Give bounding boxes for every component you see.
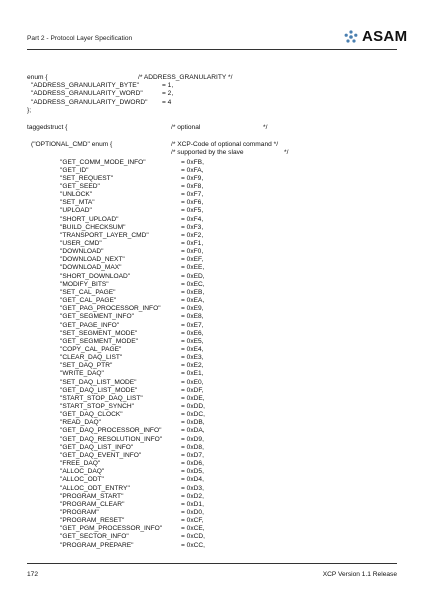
command-code: = 0xD7,	[181, 451, 204, 459]
command-code: = 0xFB,	[181, 158, 204, 166]
command-code: = 0xF1,	[181, 240, 204, 247]
command-name: "READ_DAQ"	[60, 419, 101, 427]
command-name: "PROGRAM_RESET"	[60, 517, 125, 525]
command-name: "USER_CMD"	[60, 240, 102, 247]
command-name: "SET_DAQ_LIST_MODE"	[60, 378, 137, 386]
command-name: "GET_DAQ_CLOCK"	[60, 411, 123, 419]
document-version: XCP Version 1.1 Release	[322, 571, 397, 578]
command-name: "SET_DAQ_PTR"	[60, 362, 113, 370]
footer-divider	[27, 563, 397, 564]
command-code: = 0xE9,	[181, 305, 204, 313]
logo-text: ASAM	[362, 28, 408, 45]
command-code: = 0xD4,	[181, 476, 204, 484]
command-name: "GET_PGM_PROCESSOR_INFO"	[60, 525, 163, 533]
command-code: = 0xE5,	[181, 337, 204, 345]
command-name: "GET_DAQ_PROCESSOR_INFO"	[60, 427, 162, 435]
command-code: = 0xEF,	[181, 256, 204, 264]
command-code: = 0xEE,	[181, 264, 205, 272]
optional-cmd-comment-1: /* XCP-Code of optional command */	[171, 141, 279, 148]
command-code: = 0xDF,	[181, 386, 204, 394]
command-code: = 0xCD,	[181, 533, 206, 541]
command-code: = 0xF3,	[181, 223, 204, 231]
command-code: = 0xD6,	[181, 460, 204, 468]
command-code: = 0xD2,	[181, 492, 204, 500]
optional-cmd-comment-2: /* supported by the slave	[171, 149, 244, 156]
command-code: = 0xD9,	[181, 435, 204, 443]
command-code: = 0xEA,	[181, 297, 205, 305]
command-code: = 0xDC,	[181, 411, 206, 419]
command-code: = 0xDB,	[181, 419, 205, 427]
taggedstruct-comment-end: */	[263, 124, 268, 131]
command-code: = 0xD0,	[181, 508, 204, 516]
command-name: "GET_SECTOR_INFO"	[60, 533, 129, 541]
command-code: = 0xF5,	[181, 207, 204, 215]
command-name: "SET_MTA"	[60, 199, 95, 207]
command-name: "DOWNLOAD"	[60, 248, 104, 256]
enum-item-name: "ADDRESS_GRANULARITY_BYTE"	[31, 82, 140, 89]
optional-cmd-open: ("OPTIONAL_CMD" enum {	[31, 141, 113, 148]
command-name: "UPLOAD"	[60, 207, 92, 215]
command-name: "SET_CAL_PAGE"	[60, 288, 116, 296]
command-code: = 0xE8,	[181, 313, 204, 321]
command-name: "WRITE_DAQ"	[60, 370, 104, 378]
command-name: "UNLOCK"	[60, 191, 93, 199]
optional-cmd-comment-2-end: */	[284, 149, 289, 156]
command-name: "COPY_CAL_PAGE"	[60, 346, 122, 353]
command-code: = 0xE2,	[181, 362, 204, 370]
command-code: = 0xCF,	[181, 517, 204, 525]
command-code: = 0xF7,	[181, 191, 204, 199]
command-name: "SET_REQUEST"	[60, 174, 114, 182]
command-name: "DOWNLOAD_MAX"	[60, 264, 122, 272]
command-code: = 0xED,	[181, 272, 205, 280]
command-name: "PROGRAM_PREPARE"	[60, 541, 134, 549]
command-name: "TRANSPORT_LAYER_CMD"	[60, 231, 149, 239]
enum-item-name: "ADDRESS_GRANULARITY_DWORD"	[31, 99, 148, 106]
command-name: "PROGRAM"	[60, 508, 99, 516]
command-name: "GET_ID"	[60, 166, 89, 174]
enum-close: };	[27, 107, 32, 114]
command-code: = 0xE6,	[181, 329, 204, 337]
command-name: "GET_PAGE_INFO"	[60, 321, 120, 329]
command-code: = 0xF9,	[181, 174, 204, 182]
command-name: "ALLOC_ODT_ENTRY"	[60, 484, 130, 492]
command-code: = 0xF0,	[181, 248, 204, 256]
command-code: = 0xEB,	[181, 288, 205, 296]
command-code: = 0xDE,	[181, 394, 205, 402]
command-code: = 0xEC,	[181, 280, 205, 288]
command-code: = 0xF8,	[181, 182, 204, 190]
command-code: = 0xF6,	[181, 199, 204, 207]
command-name: "GET_SEED"	[60, 182, 100, 190]
command-name: "SHORT_UPLOAD"	[60, 215, 119, 223]
command-name: "START_STOP_SYNCH"	[60, 403, 134, 410]
command-code: = 0xF4,	[181, 215, 204, 223]
command-code: = 0xD1,	[181, 500, 204, 508]
command-code: = 0xF2,	[181, 231, 204, 239]
command-name: "START_STOP_DAQ_LIST"	[60, 394, 143, 402]
enum-item-name: "ADDRESS_GRANULARITY_WORD"	[31, 90, 143, 97]
enum-item-value: = 2,	[162, 90, 174, 97]
enum-open-comment: /* ADDRESS_GRANULARITY */	[138, 74, 233, 81]
command-name: "GET_CAL_PAGE"	[60, 297, 117, 305]
command-name: "PROGRAM_CLEAR"	[60, 500, 125, 508]
command-code: = 0xD5,	[181, 468, 204, 476]
taggedstruct-comment: /* optional	[171, 124, 201, 131]
command-code: = 0xD3,	[181, 484, 204, 492]
page-header-title: Part 2 - Protocol Layer Specification	[27, 35, 133, 42]
command-name: "GET_DAQ_LIST_MODE"	[60, 386, 138, 394]
command-name: "SHORT_DOWNLOAD"	[60, 272, 131, 280]
command-code: = 0xCC,	[181, 541, 206, 549]
command-name: "MODIFY_BITS"	[60, 280, 109, 288]
page-number: 172	[27, 571, 39, 578]
command-name: "BUILD_CHECKSUM"	[60, 223, 126, 231]
command-name: "GET_DAQ_LIST_INFO"	[60, 443, 134, 451]
command-name: "DOWNLOAD_NEXT"	[60, 256, 125, 264]
command-name: "GET_COMM_MODE_INFO"	[60, 158, 146, 166]
enum-item-value: = 1,	[162, 82, 174, 89]
command-code: = 0xE7,	[181, 321, 204, 329]
command-code: = 0xE0,	[181, 378, 204, 386]
command-code: = 0xCE,	[181, 525, 205, 533]
enum-item-value: = 4	[162, 99, 172, 106]
command-name: "FREE_DAQ"	[60, 460, 101, 468]
command-code: = 0xDA,	[181, 427, 205, 435]
command-name: "GET_DAQ_EVENT_INFO"	[60, 451, 142, 459]
command-code: = 0xDD,	[181, 403, 206, 410]
command-name: "GET_SEGMENT_INFO"	[60, 313, 134, 321]
command-code: = 0xE3,	[181, 354, 204, 362]
command-name: "GET_PAG_PROCESSOR_INFO"	[60, 305, 161, 313]
command-name: "CLEAR_DAQ_LIST"	[60, 354, 123, 362]
command-name: "ALLOC_ODT"	[60, 476, 104, 484]
command-name: "GET_DAQ_RESOLUTION_INFO"	[60, 435, 163, 443]
command-code: = 0xE1,	[181, 370, 204, 378]
command-name: "PROGRAM_START"	[60, 492, 124, 500]
command-code: = 0xE4,	[181, 346, 204, 353]
command-code: = 0xFA,	[181, 166, 204, 174]
enum-open: enum {	[27, 74, 48, 81]
command-name: "ALLOC_DAQ"	[60, 468, 105, 476]
command-code: = 0xD8,	[181, 443, 204, 451]
taggedstruct-open: taggedstruct {	[27, 124, 68, 131]
command-name: "GET_SEGMENT_MODE"	[60, 337, 138, 345]
command-name: "SET_SEGMENT_MODE"	[60, 329, 138, 337]
